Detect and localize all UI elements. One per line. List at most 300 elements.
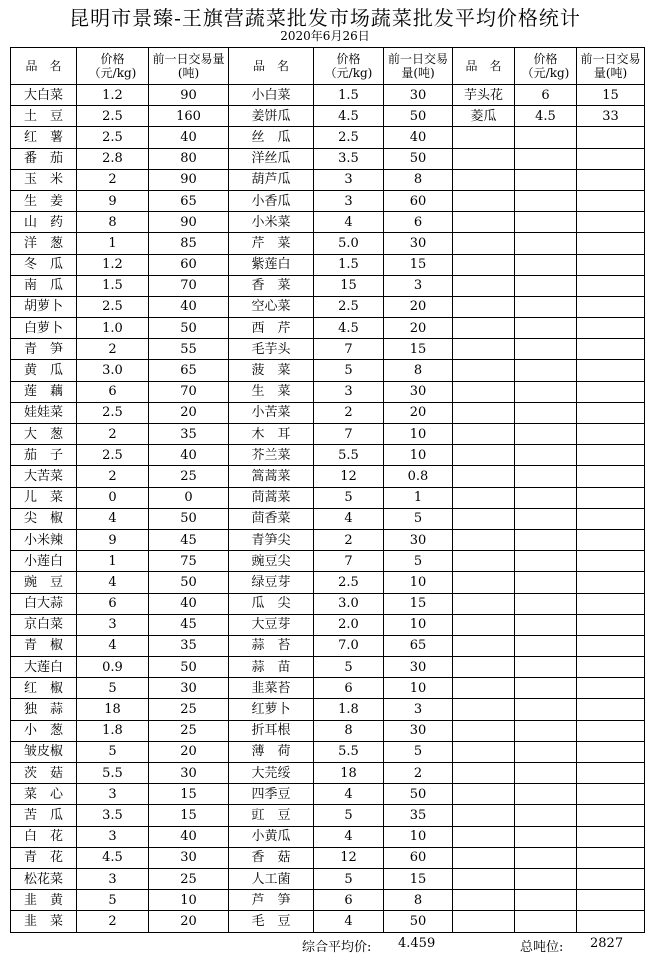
item-name: 大豆芽: [229, 614, 314, 635]
item-price: 7: [314, 424, 384, 445]
item-price: 4.5: [314, 106, 384, 127]
item-name: [453, 339, 515, 360]
header-price: 价格（元/kg): [314, 48, 384, 85]
item-price: 3.5: [77, 805, 149, 826]
item-volume: 60: [384, 847, 453, 868]
item-volume: 50: [384, 911, 453, 932]
item-price: 1.8: [77, 720, 149, 741]
item-volume: 85: [149, 233, 229, 254]
item-name: 菠 菜: [229, 360, 314, 381]
item-volume: 25: [149, 868, 229, 889]
item-price: 2.5: [314, 127, 384, 148]
header-name: 品 名: [453, 48, 515, 85]
item-price: 2.5: [77, 296, 149, 317]
item-name: 小米菜: [229, 212, 314, 233]
item-name: [453, 657, 515, 678]
item-volume: 70: [149, 381, 229, 402]
table-row: [11, 741, 645, 762]
item-volume: 10: [384, 424, 453, 445]
item-price: 2.5: [314, 572, 384, 593]
table-row: [11, 763, 645, 784]
item-name: 娃娃菜: [11, 402, 77, 423]
item-volume: [577, 784, 645, 805]
item-name: 蒜 苗: [229, 657, 314, 678]
item-price: [515, 657, 577, 678]
item-name: 小黄瓜: [229, 826, 314, 847]
item-volume: [577, 720, 645, 741]
item-price: [515, 805, 577, 826]
item-price: [515, 847, 577, 868]
item-price: 2.5: [77, 106, 149, 127]
item-volume: 3: [384, 275, 453, 296]
item-price: 5: [314, 805, 384, 826]
item-price: 6: [515, 85, 577, 106]
item-price: 6: [314, 678, 384, 699]
header-price: 价格（元/kg): [77, 48, 149, 85]
item-volume: [577, 826, 645, 847]
item-name: [453, 699, 515, 720]
table-row: [11, 529, 645, 550]
item-price: [515, 890, 577, 911]
item-volume: 5: [384, 741, 453, 762]
table-row: [11, 169, 645, 190]
item-price: 3: [77, 614, 149, 635]
item-price: 15: [314, 275, 384, 296]
item-volume: [577, 424, 645, 445]
item-price: [515, 741, 577, 762]
item-volume: 25: [149, 699, 229, 720]
item-name: 番 茄: [11, 148, 77, 169]
item-volume: [577, 466, 645, 487]
item-name: [453, 233, 515, 254]
item-price: 2.8: [77, 148, 149, 169]
item-price: [515, 381, 577, 402]
item-price: 5.5: [314, 741, 384, 762]
item-price: 4.5: [314, 318, 384, 339]
item-price: [515, 593, 577, 614]
item-name: 韭 菜: [11, 911, 77, 932]
item-price: 3: [77, 826, 149, 847]
item-volume: 80: [149, 148, 229, 169]
item-volume: [577, 445, 645, 466]
item-price: 5: [77, 678, 149, 699]
item-name: [453, 720, 515, 741]
item-name: 韭菜苔: [229, 678, 314, 699]
item-price: [515, 254, 577, 275]
item-volume: 8: [384, 890, 453, 911]
item-volume: 20: [149, 402, 229, 423]
table-row: [11, 890, 645, 911]
header-volume: 前一日交易量(吨): [149, 48, 229, 85]
item-price: 4: [314, 212, 384, 233]
item-price: [515, 784, 577, 805]
table-row: [11, 593, 645, 614]
table-body: [11, 85, 645, 933]
item-name: 大白菜: [11, 85, 77, 106]
item-name: [453, 360, 515, 381]
table-row: [11, 106, 645, 127]
report-date: 2020年6月26日: [280, 29, 370, 43]
table-row: [11, 784, 645, 805]
item-name: [453, 741, 515, 762]
item-name: 紫莲白: [229, 254, 314, 275]
item-price: 2.5: [314, 296, 384, 317]
item-price: [515, 296, 577, 317]
item-name: 篙蒿菜: [229, 466, 314, 487]
item-name: 皱皮椒: [11, 741, 77, 762]
item-volume: 40: [149, 445, 229, 466]
item-name: [453, 318, 515, 339]
item-price: [515, 466, 577, 487]
item-volume: [577, 551, 645, 572]
item-price: [515, 275, 577, 296]
item-volume: 55: [149, 339, 229, 360]
item-name: 茼蒿菜: [229, 487, 314, 508]
table-row: [11, 720, 645, 741]
item-volume: 30: [384, 381, 453, 402]
item-volume: [577, 678, 645, 699]
item-price: 5.0: [314, 233, 384, 254]
item-price: 5: [314, 657, 384, 678]
item-price: [515, 190, 577, 211]
item-name: [453, 868, 515, 889]
item-price: 6: [314, 890, 384, 911]
item-name: 毛芋头: [229, 339, 314, 360]
item-volume: [577, 529, 645, 550]
item-price: 1.2: [77, 85, 149, 106]
item-volume: 65: [149, 190, 229, 211]
item-name: [453, 254, 515, 275]
item-price: 18: [314, 763, 384, 784]
table-row: [11, 551, 645, 572]
item-name: [453, 635, 515, 656]
item-name: [453, 805, 515, 826]
item-price: [515, 529, 577, 550]
item-name: 红萝卜: [229, 699, 314, 720]
item-name: [453, 466, 515, 487]
item-name: 韭 黄: [11, 890, 77, 911]
item-name: [453, 551, 515, 572]
table-row: [11, 911, 645, 932]
item-volume: [577, 763, 645, 784]
table-row: [11, 508, 645, 529]
item-volume: 35: [149, 424, 229, 445]
item-price: 2: [77, 339, 149, 360]
item-price: 7: [314, 339, 384, 360]
item-volume: 90: [149, 212, 229, 233]
item-price: 1.5: [77, 275, 149, 296]
table-row: [11, 805, 645, 826]
item-volume: [577, 339, 645, 360]
item-price: 18: [77, 699, 149, 720]
item-price: [515, 424, 577, 445]
item-price: 4: [314, 784, 384, 805]
item-price: 2: [77, 424, 149, 445]
item-name: 洋丝瓜: [229, 148, 314, 169]
table-row: [11, 127, 645, 148]
header-name: 品 名: [229, 48, 314, 85]
item-name: 芋头花: [453, 85, 515, 106]
item-name: 青 花: [11, 847, 77, 868]
item-price: 4: [314, 826, 384, 847]
total-tonnage-label: 总吨位:: [520, 940, 564, 955]
item-volume: [577, 911, 645, 932]
item-volume: 50: [149, 318, 229, 339]
item-volume: [577, 360, 645, 381]
table-row: [11, 445, 645, 466]
item-price: [515, 508, 577, 529]
item-price: 2: [314, 529, 384, 550]
item-price: 0.9: [77, 657, 149, 678]
item-price: 5: [77, 741, 149, 762]
item-volume: 15: [384, 254, 453, 275]
item-price: 3.5: [314, 148, 384, 169]
item-name: [453, 169, 515, 190]
item-name: 人工菌: [229, 868, 314, 889]
item-price: 3.0: [77, 360, 149, 381]
item-name: [453, 614, 515, 635]
item-name: [453, 847, 515, 868]
header-name: 品 名: [11, 48, 77, 85]
item-name: 洋 葱: [11, 233, 77, 254]
item-volume: 35: [149, 635, 229, 656]
item-volume: 15: [384, 868, 453, 889]
item-name: 绿豆芽: [229, 572, 314, 593]
item-volume: 45: [149, 614, 229, 635]
table-row: [11, 339, 645, 360]
item-price: [515, 445, 577, 466]
item-volume: [577, 847, 645, 868]
item-volume: 25: [149, 466, 229, 487]
item-volume: [577, 890, 645, 911]
price-table: [10, 47, 645, 933]
item-price: 0: [77, 487, 149, 508]
item-price: 8: [314, 720, 384, 741]
item-volume: 50: [149, 657, 229, 678]
item-volume: 65: [149, 360, 229, 381]
item-volume: [577, 296, 645, 317]
item-price: [515, 868, 577, 889]
table-row: [11, 212, 645, 233]
item-volume: [577, 593, 645, 614]
item-price: 2.5: [77, 445, 149, 466]
item-name: 葫芦瓜: [229, 169, 314, 190]
item-price: 1.8: [314, 699, 384, 720]
item-volume: 15: [384, 339, 453, 360]
item-name: [453, 826, 515, 847]
item-price: [515, 318, 577, 339]
item-name: 菱瓜: [453, 106, 515, 127]
item-volume: 40: [149, 296, 229, 317]
item-name: 折耳根: [229, 720, 314, 741]
item-volume: [577, 508, 645, 529]
item-name: 西 芹: [229, 318, 314, 339]
item-volume: 30: [149, 763, 229, 784]
item-name: 芥兰菜: [229, 445, 314, 466]
item-name: 菜 心: [11, 784, 77, 805]
item-price: [515, 169, 577, 190]
item-name: [453, 593, 515, 614]
item-name: [453, 890, 515, 911]
item-name: [453, 190, 515, 211]
item-name: 大莲白: [11, 657, 77, 678]
item-price: [515, 720, 577, 741]
table-row: [11, 635, 645, 656]
item-price: 2: [77, 466, 149, 487]
item-name: [453, 529, 515, 550]
item-volume: [577, 699, 645, 720]
item-volume: 50: [384, 784, 453, 805]
table-row: [11, 614, 645, 635]
header-volume: 前一日交易量(吨): [577, 48, 645, 85]
item-price: 7.0: [314, 635, 384, 656]
item-price: [515, 212, 577, 233]
item-name: 香 菇: [229, 847, 314, 868]
item-price: 1.2: [77, 254, 149, 275]
item-volume: 10: [149, 890, 229, 911]
item-volume: 20: [384, 296, 453, 317]
item-price: 4: [314, 911, 384, 932]
item-volume: 90: [149, 169, 229, 190]
item-price: 9: [77, 529, 149, 550]
item-name: 青笋尖: [229, 529, 314, 550]
item-price: 2.0: [314, 614, 384, 635]
item-name: 莲 藕: [11, 381, 77, 402]
item-price: [515, 551, 577, 572]
item-volume: 50: [384, 148, 453, 169]
item-volume: 6: [384, 212, 453, 233]
item-name: 空心菜: [229, 296, 314, 317]
item-name: 小白菜: [229, 85, 314, 106]
item-volume: 10: [384, 445, 453, 466]
item-volume: [577, 635, 645, 656]
item-volume: 35: [384, 805, 453, 826]
item-volume: 160: [149, 106, 229, 127]
item-name: 小苦菜: [229, 402, 314, 423]
table-row: [11, 190, 645, 211]
item-price: [515, 339, 577, 360]
item-volume: 15: [149, 805, 229, 826]
item-volume: 30: [149, 678, 229, 699]
table-row: [11, 487, 645, 508]
item-price: 4: [77, 508, 149, 529]
item-price: 9: [77, 190, 149, 211]
total-tonnage-value: 2827: [590, 936, 624, 951]
item-name: 薄 荷: [229, 741, 314, 762]
item-volume: 20: [384, 402, 453, 423]
item-price: [515, 614, 577, 635]
item-volume: 15: [577, 85, 645, 106]
item-volume: 90: [149, 85, 229, 106]
item-volume: [577, 381, 645, 402]
item-name: 大 葱: [11, 424, 77, 445]
item-volume: 40: [149, 826, 229, 847]
item-name: [453, 275, 515, 296]
item-name: 独 蒜: [11, 699, 77, 720]
item-volume: 10: [384, 614, 453, 635]
item-name: [453, 763, 515, 784]
table-row: [11, 868, 645, 889]
item-volume: 5: [384, 551, 453, 572]
item-name: [453, 212, 515, 233]
item-volume: 30: [384, 657, 453, 678]
item-price: 4: [314, 508, 384, 529]
item-name: 豌豆尖: [229, 551, 314, 572]
item-name: 黄 瓜: [11, 360, 77, 381]
item-name: 土 豆: [11, 106, 77, 127]
item-name: 红 椒: [11, 678, 77, 699]
item-price: 1.5: [314, 85, 384, 106]
item-volume: 0: [149, 487, 229, 508]
item-name: 瓜 尖: [229, 593, 314, 614]
item-name: 豇 豆: [229, 805, 314, 826]
item-price: 12: [314, 466, 384, 487]
table-row: [11, 826, 645, 847]
table-row: [11, 381, 645, 402]
average-price-value: 4.459: [398, 936, 436, 951]
item-name: 茨 菇: [11, 763, 77, 784]
item-volume: 75: [149, 551, 229, 572]
item-volume: [577, 402, 645, 423]
item-price: [515, 148, 577, 169]
item-name: [453, 487, 515, 508]
item-volume: 8: [384, 360, 453, 381]
item-volume: 60: [384, 190, 453, 211]
table-row: [11, 657, 645, 678]
item-volume: 10: [384, 826, 453, 847]
item-name: 大芫绥: [229, 763, 314, 784]
item-volume: 50: [149, 572, 229, 593]
item-price: 3: [314, 169, 384, 190]
item-name: 红 薯: [11, 127, 77, 148]
item-price: 2: [77, 169, 149, 190]
item-name: 儿 菜: [11, 487, 77, 508]
item-volume: 0.8: [384, 466, 453, 487]
item-name: [453, 381, 515, 402]
item-name: [453, 424, 515, 445]
item-volume: 50: [384, 106, 453, 127]
item-volume: 65: [384, 635, 453, 656]
table-row: [11, 847, 645, 868]
table-row: [11, 148, 645, 169]
item-price: 5.5: [314, 445, 384, 466]
item-name: 丝 瓜: [229, 127, 314, 148]
header-price: 价格（元/kg): [515, 48, 577, 85]
item-name: 茴香菜: [229, 508, 314, 529]
item-volume: [577, 487, 645, 508]
table-row: [11, 296, 645, 317]
item-price: 2: [77, 911, 149, 932]
item-price: 5: [314, 360, 384, 381]
item-name: 胡萝卜: [11, 296, 77, 317]
item-name: 小莲白: [11, 551, 77, 572]
item-name: 苦 瓜: [11, 805, 77, 826]
item-volume: [577, 233, 645, 254]
item-volume: [577, 148, 645, 169]
item-volume: 25: [149, 720, 229, 741]
item-volume: 10: [384, 572, 453, 593]
item-name: 蒜 苔: [229, 635, 314, 656]
item-volume: [577, 614, 645, 635]
item-volume: [577, 318, 645, 339]
table-row: [11, 360, 645, 381]
item-name: 四季豆: [229, 784, 314, 805]
item-name: 玉 米: [11, 169, 77, 190]
item-price: [515, 572, 577, 593]
item-volume: 30: [384, 233, 453, 254]
item-price: 2: [314, 402, 384, 423]
header-volume: 前一日交易量(吨): [384, 48, 453, 85]
